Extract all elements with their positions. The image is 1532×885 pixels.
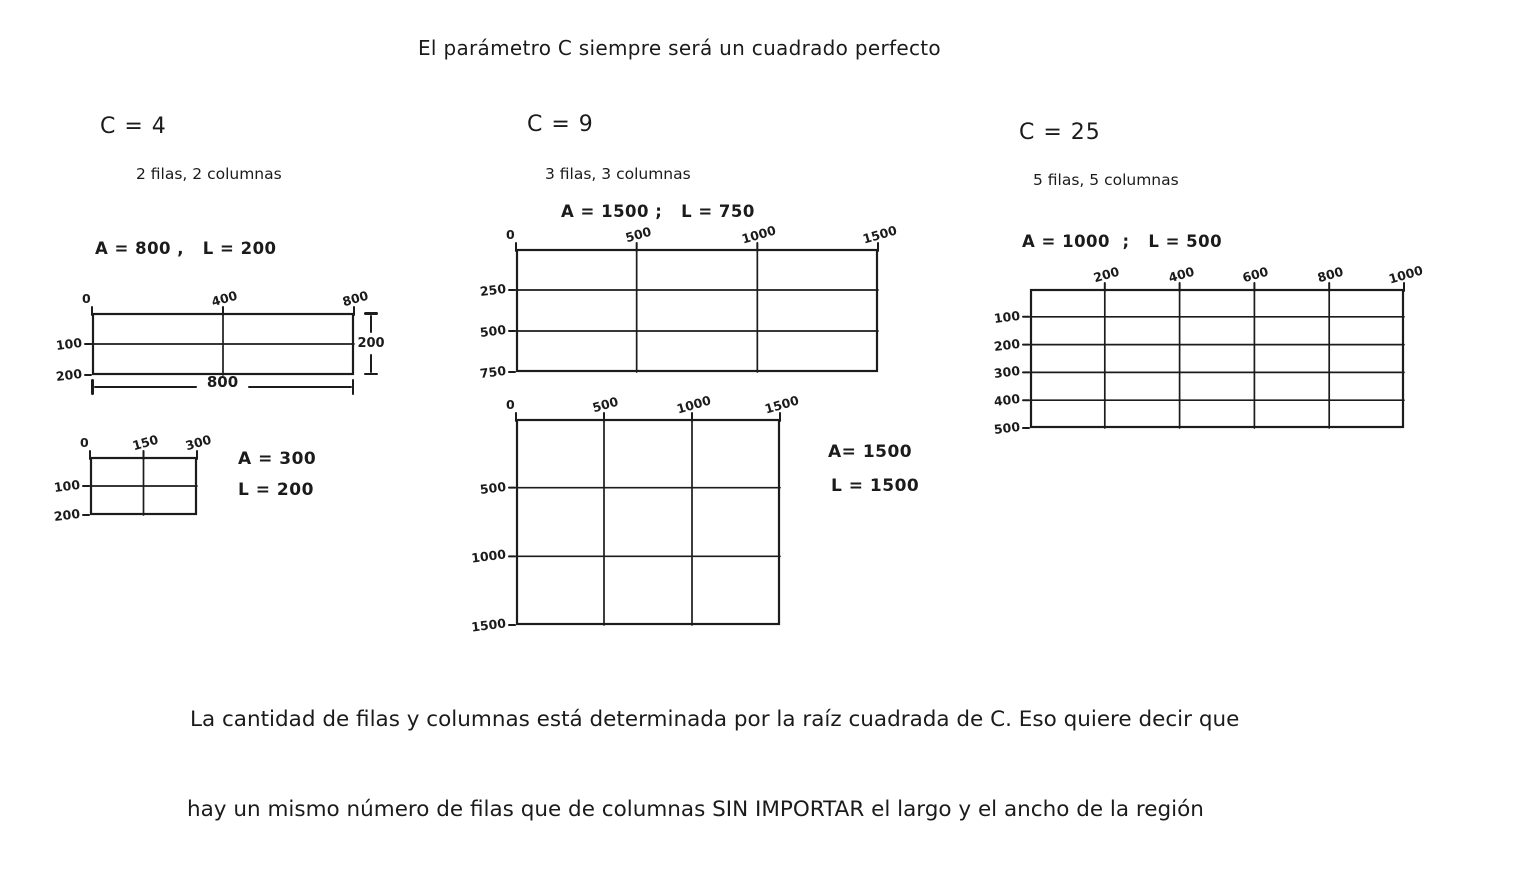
grid-c9-wide [479,222,899,382]
footer-note [187,645,1239,885]
y-tick-label: 300 [993,363,1021,382]
x-tick-label: 0 [505,227,515,242]
height-dimension-label: 200 [357,336,385,351]
y-tick-label: 100 [55,334,83,354]
y-tick-label: 200 [993,335,1021,354]
grid-lines [516,419,780,625]
y-tick-label: 1500 [470,615,507,635]
x-tick-label: 1500 [860,222,899,247]
y-tick-label: 500 [993,418,1021,438]
section-c9-subheading: 3 filas, 3 columnas [545,165,691,183]
y-tick-label: 750 [479,362,507,382]
y-tick-label: 200 [55,365,83,385]
width-dimension-bracket [91,373,354,396]
x-tick-label: 0 [79,435,89,450]
x-tick-label: 400 [209,287,239,310]
x-tick-label: 1000 [674,392,713,417]
x-tick-label: 500 [623,223,653,246]
x-tick-label: 800 [1315,263,1346,286]
y-tick-label: 500 [479,478,507,497]
x-tick-label: 300 [183,431,213,454]
height-dimension-bracket [357,312,385,375]
grid-lines [92,313,354,375]
section-c25-subheading: 5 filas, 5 columnas [1033,171,1179,189]
grid-c4-small [53,431,213,525]
grid-c25-main [993,262,1425,438]
section-c9-heading: C = 9 [527,112,594,137]
section-c4-annotation: A = 800 , L = 200 [95,239,277,258]
x-tick-label: 500 [590,393,620,416]
x-tick-label: 1000 [740,222,778,247]
y-tick-label: 100 [53,476,81,496]
x-tick-label: 400 [1166,263,1196,286]
bracket-right-cap [352,379,355,395]
grid-c9-square-length-label: L = 1500 [831,476,920,496]
x-tick-label: 1000 [1386,262,1425,287]
footer-line-2: hay un mismo número de filas que de columnas SIN IMPORTAR el largo y el ancho de la región [187,797,1204,822]
x-tick-label: 200 [1091,263,1121,286]
grid-lines [90,457,197,515]
bracket-line [94,386,197,389]
bracket-line [370,315,373,334]
bracket-bottom-cap [364,373,378,376]
bracket-line [370,354,373,373]
section-c9-annotation: A = 1500 ; L = 750 [561,202,755,221]
y-tick-label: 500 [479,321,507,341]
grid-lines [1030,289,1404,428]
section-c4-heading: C = 4 [100,114,167,139]
y-tick-label: 100 [993,307,1021,326]
grid-c4-small-length-label: L = 200 [238,480,314,500]
grid-c9-square [470,392,801,635]
grid-c9-square-area-label: A= 1500 [828,442,913,462]
x-tick-label: 1500 [762,392,801,417]
section-c4-subheading: 2 filas, 2 columnas [136,165,282,183]
x-tick-label: 150 [130,431,160,454]
y-tick-label: 250 [479,280,507,300]
x-tick-label: 800 [340,287,370,310]
y-tick-label: 400 [993,391,1021,410]
grid-c4-main [55,287,370,385]
page-title: El parámetro C siempre será un cuadrado perfecto [418,36,941,60]
footer-line-1: La cantidad de filas y columnas está determinada por la raíz cuadrada de C. Eso quiere decir que [190,707,1240,732]
y-tick-label: 1000 [470,546,507,566]
section-c25-heading: C = 25 [1019,120,1101,145]
bracket-line [248,386,351,389]
width-dimension-label: 800 [206,373,239,391]
x-tick-label: 600 [1241,263,1271,286]
x-tick-label: 0 [505,397,515,412]
y-tick-label: 200 [53,505,81,525]
grid-lines [516,249,878,372]
x-tick-label: 0 [81,291,91,306]
section-c25-annotation: A = 1000 ; L = 500 [1022,232,1223,251]
grid-c4-small-area-label: A = 300 [238,449,317,469]
